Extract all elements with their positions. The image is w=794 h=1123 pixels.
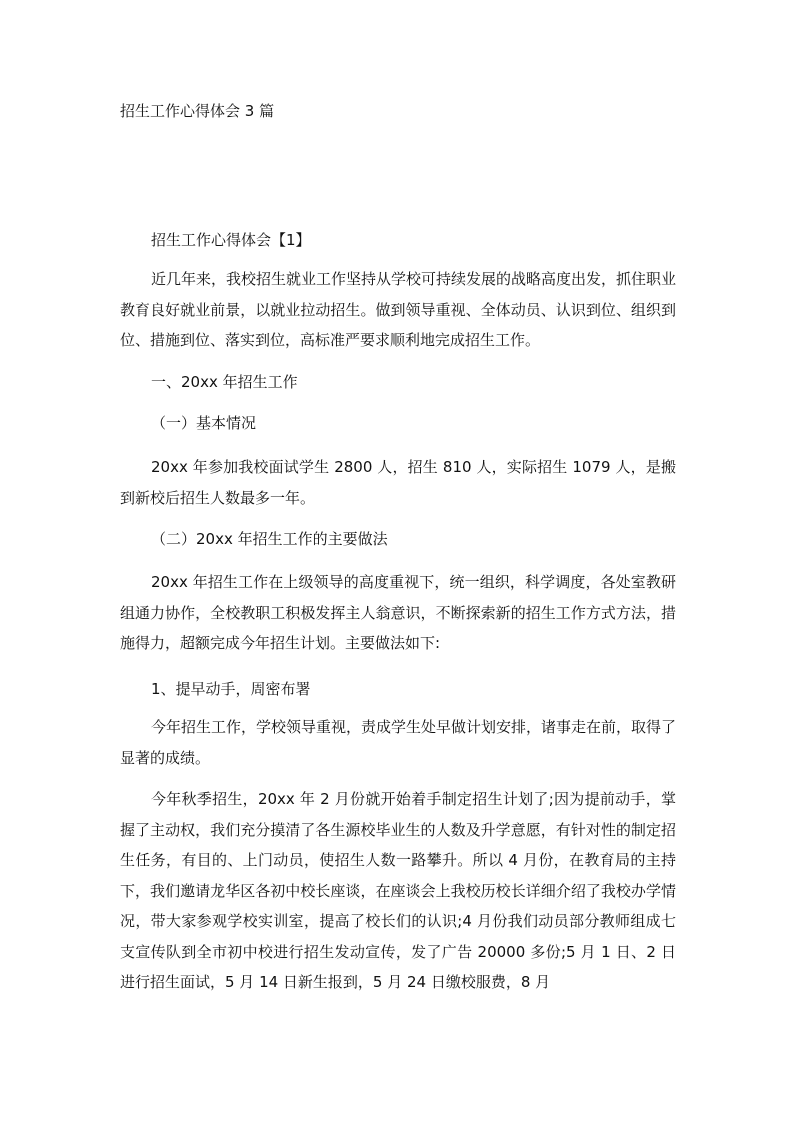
section-title: 招生工作心得体会【1】	[151, 231, 311, 249]
heading-early-start: 1、提早动手，周密布署	[151, 680, 311, 698]
heading-level-1: 一、20xx 年招生工作	[151, 373, 298, 391]
paragraph-intro: 近几年来，我校招生就业工作坚持从学校可持续发展的战略高度出发，抓住职业教育良好就业前景，以就业拉动招生。做到领导重视、全体动员、认识到位、组织到位、措施到位、落实到位，高标准严要求顺利地完成招生工作。	[120, 270, 677, 349]
paragraph-basic-situation: 20xx 年参加我校面试学生 2800 人，招生 810 人，实际招生 1079 人，是搬到新校后招生人数最多一年。	[120, 458, 676, 507]
heading-main-methods: （二）20xx 年招生工作的主要做法	[151, 530, 388, 548]
paragraph-early-start: 今年招生工作，学校领导重视，责成学生处早做计划安排，诸事走在前，取得了显著的成绩。	[120, 718, 677, 767]
document-title: 招生工作心得体会 3 篇	[120, 102, 275, 120]
heading-basic-situation: （一）基本情况	[151, 414, 257, 432]
paragraph-autumn-enrollment: 今年秋季招生，20xx 年 2 月份就开始着手制定招生计划了;因为提前动手，掌握了主动权，我们充分摸清了各生源校毕业生的人数及升学意愿，有针对性的制定招生任务，有目的、上门动员，使招生人数一路攀升。所以 4 月份，在教育局的主持下，我们邀请龙华区各初中校长座谈，在座谈会上我校历校长详细介绍了我校办学情况，带大家参观学校实训室，提高了校长们的认识;4 月份我们动员部分教师组成七支宣传队到全市初中校进行招生发动宣传，发了广告 20000 多份;5 月 1 日、2 日进行招生面试，5 月 14 日新生报到，5 月 24 日缴校服费，8 月	[120, 790, 676, 991]
paragraph-main-methods: 20xx 年招生工作在上级领导的高度重视下，统一组织，科学调度，各处室教研组通力协作，全校教职工积极发挥主人翁意识，不断探索新的招生工作方式方法，措施得力，超额完成今年招生计划。主要做法如下:	[120, 573, 676, 652]
